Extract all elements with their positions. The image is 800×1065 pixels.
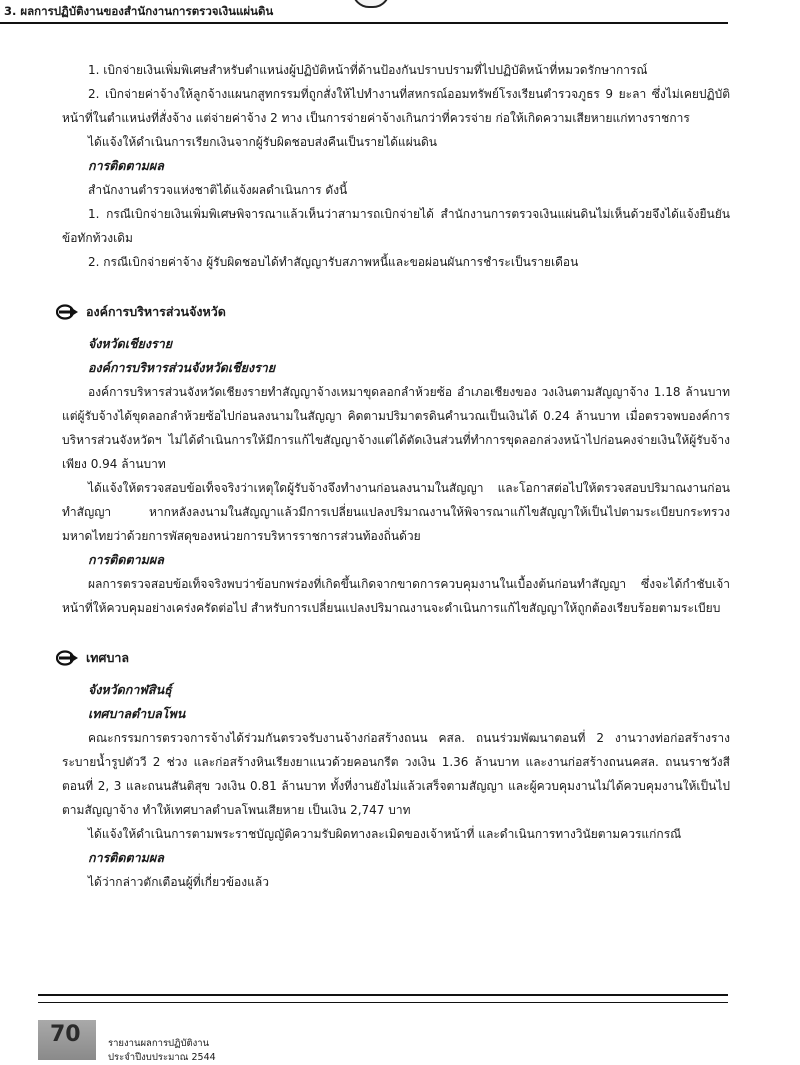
followup-text: สำนักงานตำรวจแห่งชาติได้แจ้งผลดำเนินการ ดังนี้ [88,183,348,197]
agency-name: องค์การบริหารส่วนจังหวัดเชียงราย [88,360,276,375]
section2-para-2: ได้แจ้งให้ดำเนินการตามพระราชบัญญัติความรับผิดทางละเมิดของเจ้าหน้าที่ และดำเนินการทางวินัยตามควรแก่กรณี [88,827,682,841]
section1-followup-text: ผลการตรวจสอบข้อเท็จจริงพบว่าข้อบกพร่องที่เกิดขึ้นเกิดจากขาดการควบคุมงานในเบื้องต้นก่อนทำสัญญา ซึ่งจะได้กำชับเจ้าหน้าที่ให้ควบคุมอย่างเคร่งครัดต่อไป สำหรับการเปลี่ยนแปลงปริมาณงานจะดำเนินการแก้ไขสัญญาให้ถูกต้องเรียบร้อยตามระเบียบ [62,577,730,615]
followup-item-2: 2. กรณีเบิกจ่ายค่าจ้าง ผู้รับผิดชอบได้ทำสัญญารับสภาพหนี้และขอผ่อนผันการชำระเป็นรายเดือน [88,255,579,269]
section-title: เทศบาล [86,650,130,665]
section-heading-provincial-admin [56,300,730,324]
footer-rule [38,994,728,1003]
section-title: องค์การบริหารส่วนจังหวัด [86,304,226,319]
province-name: จังหวัดกาฬสินธุ์ [88,682,172,697]
page-number: 70 [50,1022,81,1047]
followup-item-1: 1. กรณีเบิกจ่ายเงินเพิ่มพิเศษพิจารณาแล้วเห็นว่าสามารถเบิกจ่ายได้ สำนักงานการตรวจเงินแผ่นดินไม่เห็นด้วยจึงได้แจ้งยืนยันข้อทักท้วงเดิม [62,207,730,245]
intro-item-2: 2. เบิกจ่ายค่าจ้างให้ลูกจ้างแผนกสูทกรรมที่ถูกสั่งให้ไปทำงานที่สหกรณ์ออมทรัพย์โรงเรียนตำรวจภูธร 9 ยะลา ซึ่งไม่เคยปฏิบัติหน้าที่ในตำแหน่งที่สั่งจ้าง แต่จ่ายค่าจ้าง 2 ทาง เป็นการจ่ายค่าจ้างเกินกว่าที่ควรจ่าย ก่อให้เกิดความเสียหายแก่ทางราชการ [62,87,730,125]
report-title: รายงานผลการปฏิบัติงาน [108,1038,210,1049]
section1-para-2: ได้แจ้งให้ตรวจสอบข้อเท็จจริงว่าเหตุใดผู้รับจ้างจึงทำงานก่อนลงนามในสัญญา และโอกาสต่อไปให้ตรวจสอบปริมาณงานก่อนทำสัญญา หากหลังลงนามในสัญญาแล้วมีการเปลี่ยนแปลงปริมาณงานให้พิจารณาแก้ไขสัญญาให้เป็นไปตามระเบียบกระทรวงมหาดไทยว่าด้วยการพัสดุของหน่วยการบริหารราชการส่วนท้องถิ่นด้วย [62,481,730,543]
intro-item-1: 1. เบิกจ่ายเงินเพิ่มพิเศษสำหรับตำแหน่งผู้ปฏิบัติหน้าที่ด้านป้องกันปราบปรามที่ไปปฏิบัติหน้าที่หมวดรักษาการณ์ [88,63,648,77]
header-title: 3. ผลการปฏิบัติงานของสำนักงานการตรวจเงินแผ่นดิน [4,4,274,18]
followup-heading: การติดตามผล [88,158,164,173]
report-year: ประจำปีงบประมาณ 2544 [108,1052,216,1063]
section1-para-1: องค์การบริหารส่วนจังหวัดเชียงรายทำสัญญาจ้างเหมาขุดลอกลำห้วยซ้อ อำเภอเชียงของ วงเงินตามสัญญาจ้าง 1.18 ล้านบาท แต่ผู้รับจ้างได้ขุดลอกลำห้วยซ้อไปก่อนลงนามในสัญญา คิดตามปริมาตรดินคำนวณเป็นเงินได้ 0.24 ล้านบาท เมื่อตรวจพบองค์การบริหารส่วนจังหวัดฯ ไม่ได้ดำเนินการให้มีการแก้ไขสัญญาจ้างแต่ได้ตัดเงินส่วนที่ทำการขุดลอกล่วงหน้าไปก่อนคงจ่ายเงินให้ผู้รับจ้างเพียง 0.94 ล้านบาท [62,385,730,471]
arrow-right-icon [56,304,78,320]
section1-followup-heading: การติดตามผล [88,552,164,567]
intro-notice: ได้แจ้งให้ดำเนินการเรียกเงินจากผู้รับผิดชอบส่งคืนเป็นรายได้แผ่นดิน [88,135,437,149]
section-heading-municipality [56,646,730,670]
section2-followup-text: ได้ว่ากล่าวตักเตือนผู้ที่เกี่ยวข้องแล้ว [88,875,269,889]
page-number-box [38,1020,96,1060]
emblem-icon [352,0,390,8]
section2-para-1: คณะกรรมการตรวจการจ้างได้ร่วมกันตรวจรับงานจ้างก่อสร้างถนน คสล. ถนนร่วมพัฒนาตอนที่ 2 งานวางท่อก่อสร้างรางระบายน้ำรูปตัววี 2 ช่วง และก่อสร้างหินเรียงยาแนวด้วยคอนกรีต วงเงิน 1.36 ล้านบาท และงานก่อสร้างถนนคสล. ถนนราชวังสีตอนที่ 2, 3 และถนนสันติสุข วงเงิน 0.81 ล้านบาท ทั้งที่งานยังไม่แล้วเสร็จตามสัญญา และผู้ควบคุมงานไม่ได้ควบคุมงานให้เป็นไปตามสัญญาจ้าง ทำให้เทศบาลตำบลโพนเสียหาย เป็นเงิน 2,747 บาท [62,731,730,817]
arrow-right-icon [56,650,78,666]
section2-followup-heading: การติดตามผล [88,850,164,865]
agency-name: เทศบาลตำบลโพน [88,706,186,721]
page-header [0,0,728,24]
province-name: จังหวัดเชียงราย [88,336,173,351]
page-content [62,58,730,894]
